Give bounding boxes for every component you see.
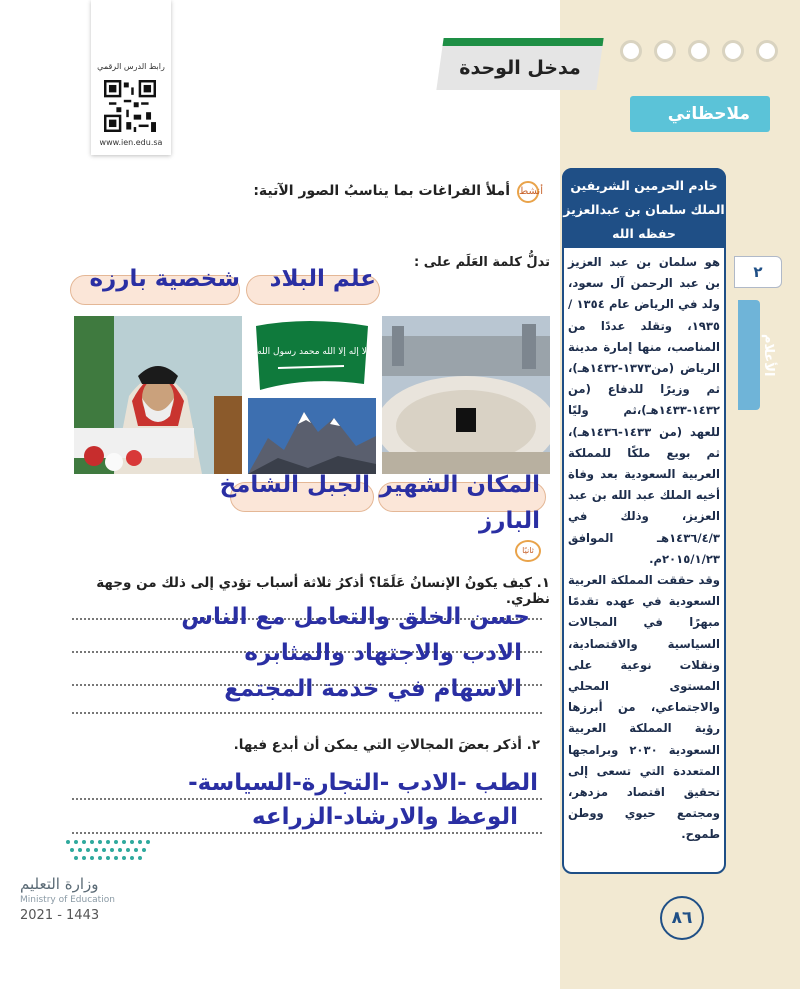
binder-hole <box>688 40 710 62</box>
instruction-text: أملأ الفراغات بما يناسبُ الصور الآتية: <box>253 183 510 199</box>
flag-text: لا إله إلا الله محمد رسول الله <box>257 347 367 357</box>
chapter-tab-label: الأعلام <box>761 333 776 377</box>
side-card-body <box>568 252 720 846</box>
side-heading-line: الملك سلمان بن عبدالعزيز <box>563 202 725 217</box>
binder-hole <box>654 40 676 62</box>
side-card-heading <box>562 168 726 248</box>
label-country-flag: علم البلاد <box>269 266 376 292</box>
mecca-photo <box>382 316 550 474</box>
binder-hole <box>756 40 778 62</box>
label-famous-place: المكان الشهير <box>379 472 540 498</box>
side-body-paragraph: وقد حققت المملكة العربية السعودية في عهده تقدمًا مبهرًا في المجالات السياسية والاقتصادية، ونقلات نوعية على المستوى المحلي والاجتماعي، من أبرزها رؤية المملكة العربية السعودية ٢٠٣٠ وبرامجها المتعددة التي تسعى إلى تحقيق اقتصاد مزدهر، ومجتمع حيوي ووطن طموح. <box>568 573 721 842</box>
binder-hole <box>722 40 744 62</box>
answer-2-1[interactable]: الطب -الادب -التجارة-السياسة- <box>188 770 538 796</box>
mountain-photo <box>248 398 376 474</box>
notes-title: ملاحظاتي <box>667 104 750 124</box>
answer-1-2[interactable]: الادب والاجتهاد والمثابره <box>244 640 522 666</box>
answer-line <box>72 798 542 800</box>
question-1-text: ١. كيف يكونُ الإنسانُ عَلَمًا؟ أذكرُ ثلاثة أسباب تؤدي إلى ذلك من وجهة نظري. <box>96 575 550 607</box>
answer-1-1[interactable]: حسن الخلق والتعامل مع الناس <box>181 604 530 630</box>
answer-line <box>72 832 542 834</box>
ministry-logo-icon <box>62 836 158 870</box>
qr-label: رابط الدرس الرقمي <box>97 62 165 71</box>
side-body-paragraph: هو سلمان بن عبد العزيز بن عبد الرحمن آل سعود، ولد في الرياض عام ١٣٥٤ / ١٩٣٥، وتقلد عددًا من المناصب، منها إمارة مدينة الرياض (من١٣٧٣-١٤٣٢هـ)، ثم وزيرًا للدفاع (من ١٤٣٢-١٤٣٣هـ)،ثم وليًا للعهد (من ١٤٣٣-١٤٣٦هـ)، ثم بويع ملكًا للمملكة العربية السعودية بعد وفاة أخيه الملك عبد الله بن عبد العزيز، وذلك في ١٤٣٦/٤/٣هـ الموافق ٢٠١٥/١/٢٣م. <box>568 255 720 566</box>
ministry-name-en: Ministry of Education <box>20 895 115 905</box>
answer-2-2[interactable]: الوعظ والارشاد-الزراعه <box>251 804 518 830</box>
label-famous-person: شخصية بارزه <box>89 266 240 292</box>
saudi-flag <box>248 316 376 394</box>
binder-hole <box>620 40 642 62</box>
page-number: ٨٦ <box>660 896 704 940</box>
ministry-year: 2021 - 1443 <box>20 908 100 923</box>
side-heading-line: خادم الحرمين الشريفين <box>570 178 718 193</box>
label-mountain: الجبل الشامخ <box>219 472 370 498</box>
prompt-text: تدلُّ كلمة العَلَم على : <box>414 255 550 270</box>
activity-badge: أنشط <box>517 181 539 203</box>
ministry-name-ar: وزارة التعليم <box>20 875 99 893</box>
question-2-text: ٢. أذكر بعضَ المجالاتِ التي يمكن أن أبدع فيها. <box>233 737 540 753</box>
qr-url: www.ien.edu.sa <box>99 138 163 147</box>
side-heading-line: حفظه الله <box>612 226 676 241</box>
answer-area-blank <box>176 842 518 888</box>
qr-code-icon[interactable] <box>102 80 158 132</box>
unit-title: مدخل الوحدة <box>459 57 581 79</box>
label-famous-place-continued: البارز <box>478 508 540 534</box>
answer-line <box>72 712 542 714</box>
section-badge: ثانيًا <box>515 540 541 562</box>
king-photo <box>74 316 242 474</box>
chapter-number: ٢ <box>734 256 782 288</box>
answer-1-3[interactable]: الاسهام في خدمة المجتمع <box>224 676 522 702</box>
